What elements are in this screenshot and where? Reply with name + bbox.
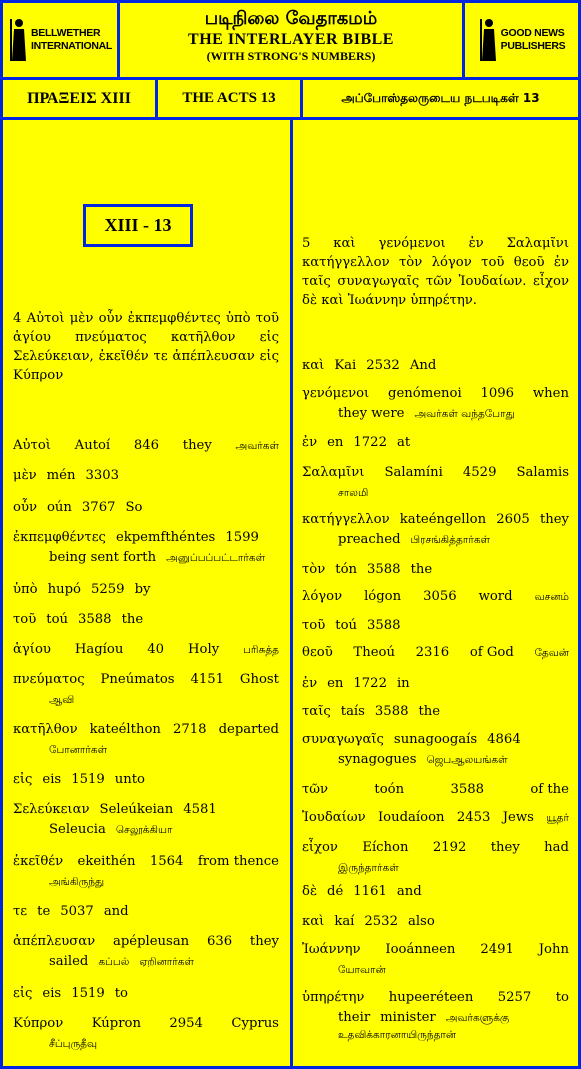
english-gloss: So xyxy=(125,500,143,515)
word-entry xyxy=(13,640,279,660)
strongs-number: 1722 xyxy=(353,676,387,691)
tamil-gloss: ஏறினார்கள் xyxy=(139,956,194,968)
greek-word: εἰς xyxy=(13,772,33,787)
bellwether-logo xyxy=(0,0,120,80)
strongs-number: 2491 xyxy=(480,942,514,957)
book-tamil-label: அப்போஸ்தலருடைய நடபடிகள் 13 xyxy=(341,90,540,105)
greek-word: τε xyxy=(13,904,28,919)
strongs-number: 4529 xyxy=(462,465,497,480)
greek-word: τοῦ xyxy=(13,612,37,627)
english-gloss: they xyxy=(490,840,520,855)
strongs-number: 4864 xyxy=(487,732,521,747)
strongs-number: 2605 xyxy=(496,512,530,527)
word-entry xyxy=(302,940,569,980)
strongs-number: 2316 xyxy=(415,645,450,660)
transliteration: Ioudaíoon xyxy=(377,810,445,825)
word-entry xyxy=(302,702,569,722)
greek-word: Κύπρον xyxy=(13,1016,64,1031)
english-gloss: to xyxy=(555,990,569,1005)
english-gloss: they xyxy=(539,512,569,527)
logo-text: PUBLISHERS xyxy=(500,40,566,52)
english-gloss: when xyxy=(532,386,569,401)
transliteration: Pneúmatos xyxy=(100,672,175,687)
word-entry xyxy=(13,498,279,518)
word-entry xyxy=(302,912,569,932)
good-news-logo xyxy=(462,0,581,80)
word-entry xyxy=(13,610,279,630)
transliteration: Kúpron xyxy=(91,1016,141,1031)
strongs-number: 2532 xyxy=(366,358,400,373)
greek-word: μὲν xyxy=(13,468,37,483)
transliteration: Seleúkeian xyxy=(99,802,174,817)
english-gloss: in xyxy=(396,676,410,691)
english-gloss: unto xyxy=(114,772,145,787)
strongs-number: 4151 xyxy=(190,672,225,687)
tamil-gloss: அனுப்பப்பட்டார்கள் xyxy=(166,552,266,564)
english-gloss: word xyxy=(478,589,513,604)
transliteration: Iooánneen xyxy=(385,942,456,957)
strongs-number: 1519 xyxy=(71,772,105,787)
english-gloss: the xyxy=(410,562,433,577)
strongs-number: 636 xyxy=(206,934,233,949)
strongs-number: 5037 xyxy=(60,904,94,919)
greek-word: ἐκπεμφθέντες xyxy=(13,530,106,545)
logo-text: GOOD NEWS xyxy=(500,27,565,39)
word-entry xyxy=(13,720,279,760)
transliteration: kateéngellon xyxy=(399,512,487,527)
greek-word: ἐν xyxy=(302,676,318,691)
english-gloss: and xyxy=(103,904,129,919)
english-gloss: Jews xyxy=(502,810,534,825)
word-entry xyxy=(13,528,279,568)
word-entry xyxy=(13,1014,279,1054)
word-entry xyxy=(13,800,279,840)
tamil-gloss: இருந்தார்கள் xyxy=(338,862,399,874)
greek-word: καὶ xyxy=(302,358,325,373)
strongs-number: 5257 xyxy=(497,990,532,1005)
english-gloss: they were xyxy=(338,406,405,421)
greek-word: δὲ xyxy=(302,884,318,899)
word-entry xyxy=(302,463,569,503)
strongs-number: 5259 xyxy=(91,582,125,597)
tamil-gloss: வசனம் xyxy=(534,591,569,603)
transliteration: oún xyxy=(46,500,72,515)
right-column xyxy=(290,117,581,1069)
transliteration: kaí xyxy=(334,914,355,929)
strongs-number: 2718 xyxy=(172,722,207,737)
tamil-gloss: ஜெபஆலயங்கள் xyxy=(426,754,508,766)
english-gloss: Holy xyxy=(188,642,220,657)
strongs-number: 2532 xyxy=(364,914,398,929)
english-gloss: the xyxy=(121,612,144,627)
word-entry xyxy=(302,882,569,902)
greek-word: ἀπέπλευσαν xyxy=(13,934,96,949)
transliteration: toú xyxy=(335,618,357,633)
shepherd-icon xyxy=(8,17,28,63)
chapter-label: XIII - 13 xyxy=(83,204,193,247)
greek-word: εἰς xyxy=(13,986,33,1001)
tamil-gloss: தேவன் xyxy=(534,647,569,659)
greek-word: τῶν xyxy=(302,782,329,797)
greek-word: ἁγίου xyxy=(13,642,51,657)
word-entry xyxy=(302,988,569,1042)
english-gloss: at xyxy=(396,435,411,450)
transliteration: ekpemfthéntes xyxy=(115,530,216,545)
tamil-gloss: யூதர் xyxy=(546,812,569,824)
word-entry xyxy=(13,770,279,790)
word-entry xyxy=(302,510,569,550)
transliteration: te xyxy=(37,904,51,919)
tamil-gloss: பிரசங்கித்தார்கள் xyxy=(410,534,491,546)
greek-word: ταῖς xyxy=(302,704,331,719)
english-gloss: Salamis xyxy=(516,465,569,480)
word-entry xyxy=(302,433,569,453)
transliteration: sunagoogaís xyxy=(393,732,478,747)
word-entry xyxy=(302,838,569,878)
strongs-number: 3588 xyxy=(367,562,401,577)
english-gloss: minister xyxy=(380,1010,436,1025)
greek-word: Ἰουδαίων xyxy=(302,810,366,825)
transliteration: tón xyxy=(335,562,357,577)
english-gloss: of the xyxy=(530,782,569,797)
english-gloss: preached xyxy=(338,532,401,547)
greek-word: κατῆλθον xyxy=(13,722,78,737)
transliteration: lógon xyxy=(364,589,402,604)
transliteration: genómenoi xyxy=(388,386,462,401)
logo-text: INTERNATIONAL xyxy=(30,40,113,52)
english-gloss: sailed xyxy=(49,954,89,969)
transliteration: mén xyxy=(46,468,76,483)
transliteration: eis xyxy=(42,986,62,1001)
tamil-gloss: போனார்கள் xyxy=(49,744,108,756)
greek-word: ἐν xyxy=(302,435,318,450)
word-entry xyxy=(302,730,569,770)
greek-word: οὖν xyxy=(13,500,37,515)
word-entry xyxy=(13,852,279,892)
transliteration: toón xyxy=(374,782,405,797)
strongs-number: 3588 xyxy=(367,618,401,633)
transliteration: Autoí xyxy=(74,438,111,453)
tamil-gloss: அவர்களுக்கு xyxy=(445,1012,510,1024)
strongs-number: 2192 xyxy=(432,840,467,855)
word-entry xyxy=(302,560,569,580)
word-entry xyxy=(302,643,569,663)
strongs-number: 1599 xyxy=(225,530,259,545)
english-gloss: they xyxy=(182,438,212,453)
strongs-number: 3303 xyxy=(85,468,120,483)
greek-word: τοῦ xyxy=(302,618,326,633)
tamil-gloss: கப்பல் xyxy=(98,956,130,968)
word-entry xyxy=(13,580,279,600)
tamil-gloss: அவர்கள் வந்தபோது xyxy=(414,408,515,420)
title-tamil: படிநிலை வேதாகமம் xyxy=(204,8,378,29)
greek-word: ὑπὸ xyxy=(13,582,38,597)
english-gloss: John xyxy=(538,942,569,957)
shepherd-icon xyxy=(478,17,498,63)
greek-word: λόγον xyxy=(302,589,343,604)
greek-word: εἶχον xyxy=(302,840,338,855)
greek-word: πνεύματος xyxy=(13,672,85,687)
tamil-gloss: பரிசுத்த xyxy=(243,644,279,656)
transliteration: dé xyxy=(327,884,344,899)
greek-word: ὑπηρέτην xyxy=(302,990,365,1005)
english-gloss: they xyxy=(249,934,279,949)
verse-text: 4 Αὐτοὶ μὲν οὖν ἐκπεμφθέντες ὑπὸ τοῦ ἁγίου πνεύματος κατῆλθον εἰς Σελεύκειαν, ἐκεῖθέν τε ἀπέπλευσαν εἰς Κύπρον xyxy=(13,311,279,383)
greek-word: Σελεύκειαν xyxy=(13,802,90,817)
greek-word: Αὐτοὶ xyxy=(13,438,51,453)
word-entry xyxy=(302,808,569,828)
english-gloss: being sent forth xyxy=(49,550,157,565)
strongs-number: 2453 xyxy=(456,810,491,825)
english-gloss: of God xyxy=(469,645,514,660)
word-entry xyxy=(302,674,569,694)
word-entry xyxy=(13,984,279,1004)
book-greek xyxy=(0,77,158,120)
tamil-gloss: உதவிக்காரனாயிருந்தான் xyxy=(338,1029,457,1041)
english-gloss: Cyprus xyxy=(231,1016,279,1031)
word-entry xyxy=(302,384,569,424)
subtitle: (WITH STRONG'S NUMBERS) xyxy=(206,49,376,63)
english-gloss: to xyxy=(114,986,128,1001)
logo-text: BELLWETHER xyxy=(30,27,101,39)
english-gloss: Ghost xyxy=(239,672,279,687)
english-gloss: synagogues xyxy=(338,752,417,767)
greek-word: ἐκεῖθέν xyxy=(13,854,64,869)
transliteration: en xyxy=(327,435,344,450)
greek-word: γενόμενοι xyxy=(302,386,370,401)
strongs-number: 1161 xyxy=(353,884,387,899)
strongs-number: 1519 xyxy=(71,986,105,1001)
english-gloss: Seleucia xyxy=(49,822,106,837)
greek-word: Σαλαμῖνι xyxy=(302,465,365,480)
transliteration: Salamíni xyxy=(384,465,443,480)
word-entry xyxy=(302,616,569,636)
word-entry xyxy=(13,932,279,972)
greek-word: κατήγγελλον xyxy=(302,512,390,527)
word-entry xyxy=(13,902,279,922)
transliteration: Kai xyxy=(334,358,357,373)
transliteration: hupeeréteen xyxy=(388,990,474,1005)
transliteration: kateélthon xyxy=(89,722,161,737)
strongs-number: 4581 xyxy=(183,802,217,817)
book-tamil xyxy=(300,77,581,120)
english-gloss: had xyxy=(544,840,569,855)
strongs-number: 1096 xyxy=(480,386,515,401)
word-entry xyxy=(302,356,569,376)
strongs-number: 3588 xyxy=(78,612,112,627)
word-entry xyxy=(13,436,279,456)
greek-word: συναγωγαῖς xyxy=(302,732,384,747)
english-gloss: also xyxy=(407,914,435,929)
transliteration: toú xyxy=(46,612,68,627)
transliteration: Theoú xyxy=(353,645,395,660)
english-gloss: and xyxy=(396,884,422,899)
book-english-label: THE ACTS 13 xyxy=(182,90,276,106)
word-entry xyxy=(13,466,279,486)
greek-word: Ἰωάννην xyxy=(302,942,361,957)
title-block xyxy=(117,0,465,80)
strongs-number: 1564 xyxy=(149,854,184,869)
verse-text: 5 καὶ γενόμενοι ἐν Σαλαμῖνι κατήγγελλον τὸν λόγον τοῦ θεοῦ ἐν ταῖς συναγωγαῖς τῶν Ἰουδαίων. εἶχον δὲ καὶ Ἰωάννην ὑπηρέτην. xyxy=(302,236,569,308)
word-entry xyxy=(302,587,569,607)
greek-word: τὸν xyxy=(302,562,326,577)
strongs-number: 3767 xyxy=(81,500,116,515)
book-greek-label: ΠΡΑΞΕΙΣ XIII xyxy=(27,89,131,107)
book-english xyxy=(155,77,303,120)
transliteration: en xyxy=(327,676,344,691)
tamil-gloss: யோவான் xyxy=(338,964,386,976)
greek-word: καὶ xyxy=(302,914,325,929)
english-gloss: their xyxy=(338,1010,371,1025)
transliteration: Eíchon xyxy=(362,840,409,855)
transliteration: taís xyxy=(340,704,365,719)
greek-word: θεοῦ xyxy=(302,645,333,660)
tamil-gloss: சாலமி xyxy=(338,487,369,499)
transliteration: hupó xyxy=(47,582,81,597)
strongs-number: 3588 xyxy=(450,782,484,797)
transliteration: eis xyxy=(42,772,62,787)
word-entry xyxy=(302,780,569,800)
english-gloss: And xyxy=(409,358,437,373)
english-gloss: departed xyxy=(218,722,279,737)
strongs-number: 2954 xyxy=(169,1016,203,1031)
left-column xyxy=(0,117,293,1069)
title-english: THE INTERLAYER BIBLE xyxy=(188,31,394,48)
tamil-gloss: அங்கிருந்து xyxy=(49,876,105,888)
english-gloss: the xyxy=(418,704,441,719)
strongs-number: 846 xyxy=(133,438,160,453)
word-entry xyxy=(13,670,279,710)
tamil-gloss: சீப்புருதீவு xyxy=(49,1038,98,1050)
transliteration: apépleusan xyxy=(112,934,190,949)
tamil-gloss: அவர்கள் xyxy=(235,440,279,452)
english-gloss: by xyxy=(134,582,151,597)
strongs-number: 1722 xyxy=(353,435,387,450)
tamil-gloss: செலூக்கியா xyxy=(115,824,173,836)
english-gloss: from thence xyxy=(197,854,279,869)
strongs-number: 3588 xyxy=(374,704,409,719)
transliteration: ekeithén xyxy=(77,854,136,869)
tamil-gloss: ஆவி xyxy=(49,694,75,706)
strongs-number: 40 xyxy=(147,642,165,657)
strongs-number: 3056 xyxy=(423,589,457,604)
transliteration: Hagíou xyxy=(74,642,124,657)
